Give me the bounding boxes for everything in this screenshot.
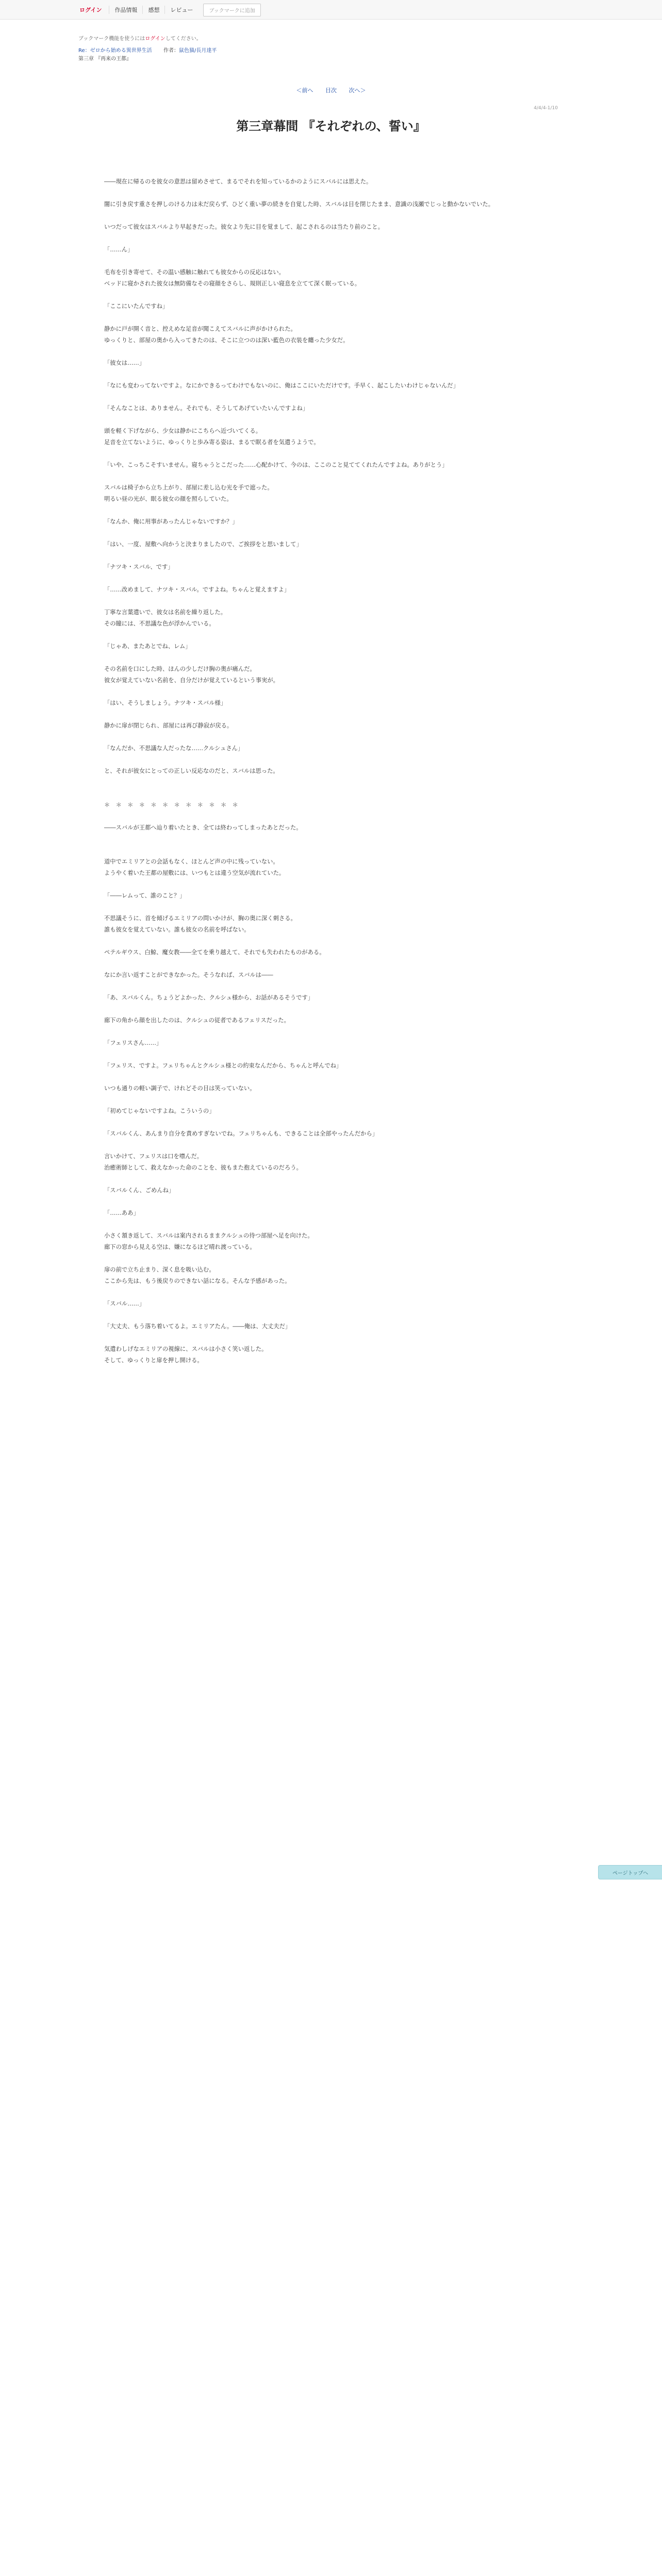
novel-paragraph: 「なんか、俺に用事があったんじゃないですか？」 [104, 518, 238, 525]
blank-line [104, 312, 558, 324]
novel-paragraph: 「ここにいたんですね」 [104, 303, 169, 310]
novel-paragraph: ようやく着いた王都の屋敷には、いつもとは違う空気が流れていた。 [104, 870, 285, 876]
blank-line [104, 1004, 558, 1015]
login-note-link[interactable]: ログイン [145, 36, 166, 42]
novel-paragraph: 「スバルくん、ごめんね」 [104, 1187, 175, 1194]
novel-paragraph: 廊下の角から顔を出したのは、クルシュの従者であるフェリスだった。 [104, 1017, 290, 1024]
novel-paragraph: スバルは椅子から立ち上がり、部屋に差し込む光を手で遮った。 [104, 484, 273, 491]
novel-paragraph: 足音を立てないように、ゆっくりと歩み寄る姿は、まるで眠る者を気遣うようで。 [104, 439, 320, 446]
chapter-heading: 第三章 『再来の王都』 [78, 56, 132, 62]
novel-paragraph: ここから先は、もう後戻りのできない話になる。そんな予感があった。 [104, 1278, 291, 1284]
author-link[interactable]: 鼠色猫/長月達平 [179, 48, 217, 54]
blank-line [104, 652, 558, 664]
novel-paragraph: 「なにも変わってないですよ。なにかできるってわけでもないのに、俺はここにいただけです。手早く、起こしたいわけじゃないんだ」 [104, 382, 459, 389]
header-area [78, 20, 584, 106]
novel-paragraph: 静かに戸が開く音と、控えめな足音が聞こえてスバルに声がかけられた。 [104, 326, 296, 332]
blank-line [104, 1287, 558, 1298]
novel-paragraph: 「――レムって、誰のこと？」 [104, 892, 186, 899]
prev-episode-link[interactable]: ＜前へ [296, 87, 313, 94]
blank-line [104, 573, 558, 584]
novel-paragraph: 彼女が覚えていない名前を、自分だけが覚えているという事実が。 [104, 677, 279, 684]
novel-paragraph: そして、ゆっくりと扉を押し開ける。 [104, 1357, 203, 1364]
novel-paragraph: いつだって彼女はスバルより早起きだった。彼女より先に目を覚まして、起こされるのは当たり前のこと。 [104, 224, 384, 230]
blank-line [104, 1072, 558, 1083]
novel-paragraph: 「はい、そうしましょう。ナツキ・スバル様」 [104, 700, 227, 706]
login-note-prefix: ブックマーク機能を使うには [78, 36, 145, 42]
novel-paragraph: 「スバル……」 [104, 1300, 145, 1307]
episode-title: 第三章幕間 『それぞれの、誓い』 [236, 118, 426, 133]
login-note [78, 20, 584, 47]
novel-paragraph: 毛布を引き寄せて、その温い感触に触れても彼女からの反応はない。 [104, 269, 285, 276]
novel-paragraph: 「初めてじゃないですよね。こういうの」 [104, 1108, 215, 1114]
blank-line [104, 505, 558, 516]
blank-line [104, 290, 558, 301]
author-label: 作者： [163, 48, 179, 54]
blank-line [104, 1094, 558, 1106]
blank-line [104, 414, 558, 426]
novel-paragraph: 「そんなことは、ありません。それでも、そうしてあげていたいんですよね」 [104, 405, 309, 412]
novel-paragraph: ――現在に帰るのを彼女の意思は留めさせて、まるでそれを知っているかのようにスバルには思えた。 [104, 178, 372, 185]
blank-line [104, 879, 558, 890]
novel-paragraph: ――スバルが王都へ辿り着いたとき、全ては終わってしまったあとだった。 [104, 824, 302, 831]
blank-line [104, 958, 558, 970]
top-navigation-inner [78, 0, 584, 20]
novel-paragraph: 扉の前で立ち止まり、深く息を吸い込む。 [104, 1266, 215, 1273]
nav-link-review[interactable]: レビュー [164, 6, 198, 14]
novel-paragraph: ＊ ＊ ＊ ＊ ＊ ＊ ＊ ＊ ＊ ＊ ＊ ＊ [104, 802, 238, 808]
blank-line [104, 754, 558, 766]
novel-paragraph: 「じゃあ、またあとでね、レム」 [104, 643, 191, 650]
novel-paragraph: 不思議そうに、首を傾げるエミリアの問いかけが、胸の奥に深く刺さる。 [104, 915, 296, 922]
novel-paragraph: 「……改めまして、ナツキ・スバル。ですよね。ちゃんと覚えますよ」 [104, 586, 290, 593]
blank-line [104, 981, 558, 992]
blank-line [104, 256, 558, 267]
login-link[interactable]: ログイン [79, 7, 102, 13]
novel-paragraph: 「あ、スバルくん。ちょうどよかった、クルシュ様から、お話があるそうです」 [104, 994, 314, 1001]
blank-line [104, 1140, 558, 1151]
blank-line [104, 811, 558, 822]
blank-line [104, 471, 558, 482]
novel-paragraph: 静かに扉が閉じられ、部屋には再び静寂が戻る。 [104, 722, 233, 729]
blank-line [104, 392, 558, 403]
blank-line [104, 1117, 558, 1128]
breadcrumb-separator [155, 48, 160, 54]
novel-paragraph: 廊下の窓から見える空は、嫌になるほど晴れ渡っている。 [104, 1244, 256, 1250]
blank-line [104, 448, 558, 460]
novel-paragraph: その瞳には、不思議な色が浮かんでいる。 [104, 620, 215, 627]
blank-line [104, 788, 558, 800]
blank-line [104, 165, 558, 176]
novel-paragraph: 道中でエミリアとの会話もなく、ほとんど声の中に残っていない。 [104, 858, 279, 865]
novel-paragraph: 小さく頷き返して、スバルは案内されるままクルシュの待つ部屋へ足を向けた。 [104, 1232, 313, 1239]
blank-line [104, 777, 558, 788]
novel-paragraph: 「彼女は……」 [104, 360, 145, 366]
blank-line [104, 902, 558, 913]
novel-paragraph: 頭を軽く下げながら、少女は静かにこちらへ近づいてくる。 [104, 428, 262, 434]
novel-paragraph: 気遣わしげなエミリアの視線に、スバルは小さく笑い返した。 [104, 1346, 268, 1352]
blank-line [104, 709, 558, 720]
novel-paragraph: と、それが彼女にとっての正しい反応なのだと、スバルは思った。 [104, 768, 279, 774]
blank-line [104, 210, 558, 222]
blank-line [104, 845, 558, 856]
blank-line [104, 1174, 558, 1185]
novel-paragraph: 「……ああ」 [104, 1210, 139, 1216]
top-navigation-bar [0, 0, 662, 20]
novel-paragraph: なにか言い返すことができなかった。そうなれば、スバルは―― [104, 972, 273, 978]
novel-paragraph: 「いや、こっちこそすいません。寝ちゃうとこだった……心配かけて、今のは、ここのこと見ててくれたんですよね。ありがとう」 [104, 462, 448, 468]
blank-line [104, 550, 558, 562]
blank-line [104, 596, 558, 607]
novel-paragraph: 明るい昼の光が、眠る彼女の顔を照らしていた。 [104, 496, 233, 502]
blank-line [104, 1049, 558, 1060]
blank-line [104, 834, 558, 845]
novel-body [104, 165, 558, 1366]
blank-line [104, 369, 558, 380]
table-of-contents-link[interactable]: 目次 [325, 87, 337, 94]
novel-paragraph: 「スバルくん、あんまり自分を責めすぎないでね。フェリちゃんも、できることは全部やったんだから」 [104, 1130, 378, 1137]
next-episode-link[interactable]: 次へ＞ [349, 87, 366, 94]
novel-paragraph: 「大丈夫、もう落ち着いてるよ。エミリアたん。――俺は、大丈夫だ」 [104, 1323, 291, 1330]
episode-pager [78, 63, 584, 106]
blank-line [104, 188, 558, 199]
bookmark-add-button[interactable]: ブックマークに追加 [203, 4, 260, 16]
novel-paragraph: 言いかけて、フェリスは口を噤んだ。 [104, 1153, 203, 1160]
breadcrumb [78, 47, 584, 55]
blank-line [104, 1219, 558, 1230]
novel-paragraph: 「ナツキ・スバル、です」 [104, 564, 174, 570]
novel-paragraph: 治癒術師として、救えなかった命のことを、彼もまた抱えているのだろう。 [104, 1164, 302, 1171]
nav-link-work-info[interactable]: 作品情報 [109, 6, 142, 14]
blank-line [104, 1196, 558, 1208]
blank-line [104, 936, 558, 947]
login-note-suffix: してください。 [165, 36, 202, 42]
novel-paragraph: ベッドに寝かされた彼女は無防備なその寝顔をさらし、規則正しい寝息を立てて深く眠っている。 [104, 280, 361, 287]
page-top-button[interactable]: ページトップへ [598, 1865, 662, 1879]
blank-line [104, 1310, 558, 1321]
novel-paragraph: 誰も彼女を覚えていない。誰も彼女の名前を呼ばない。 [104, 926, 250, 933]
blank-line [104, 528, 558, 539]
novel-paragraph: その名前を口にした時、ほんの少しだけ胸の奥が痛んだ。 [104, 666, 256, 672]
novel-paragraph: ペテルギウス、白鯨、魔女教――全てを乗り越えて、それでも失われたものがある。 [104, 949, 325, 956]
series-title-link[interactable]: Re：ゼロから始める異世界生活 [78, 48, 152, 54]
novel-paragraph: いつも通りの軽い調子で、けれどその目は笑っていない。 [104, 1085, 256, 1092]
blank-line [104, 1026, 558, 1038]
novel-paragraph: 「なんだか、不思議な人だったな……クルシュさん」 [104, 745, 244, 752]
novel-paragraph: ゆっくりと、部屋の奥から入ってきたのは、そこに立つのは深い藍色の衣装を纏った少女だ。 [104, 337, 349, 344]
novel-paragraph: 「フェリスさん……」 [104, 1040, 162, 1046]
novel-paragraph: 丁寧な言葉遣いで、彼女は名前を繰り返した。 [104, 609, 227, 616]
blank-line [104, 1332, 558, 1344]
novel-paragraph: 「はい、一度、屋敷へ向かうと決まりましたので、ご挨拶をと思いまして」 [104, 541, 302, 548]
novel-paragraph: 「……ん」 [104, 246, 134, 253]
page-number: 4/4/4-1/10 [534, 106, 558, 111]
blank-line [104, 346, 558, 358]
blank-line [104, 686, 558, 698]
blank-line [104, 732, 558, 743]
blank-line [104, 1253, 558, 1264]
blank-line [104, 630, 558, 641]
blank-line [104, 233, 558, 244]
novel-paragraph: 闇に引き戻す重さを押しのける力は未だ戻らず、ひどく重い夢の続きを自覚した時、スバルは目を閉じたまま、意識の浅瀬でじっと動かないでいた。 [104, 201, 494, 208]
novel-paragraph: 「フェリス、ですよ。フェリちゃんとクルシュ様との約束なんだから、ちゃんと呼んでね」 [104, 1062, 342, 1069]
nav-link-impressions[interactable]: 感想 [142, 6, 164, 14]
